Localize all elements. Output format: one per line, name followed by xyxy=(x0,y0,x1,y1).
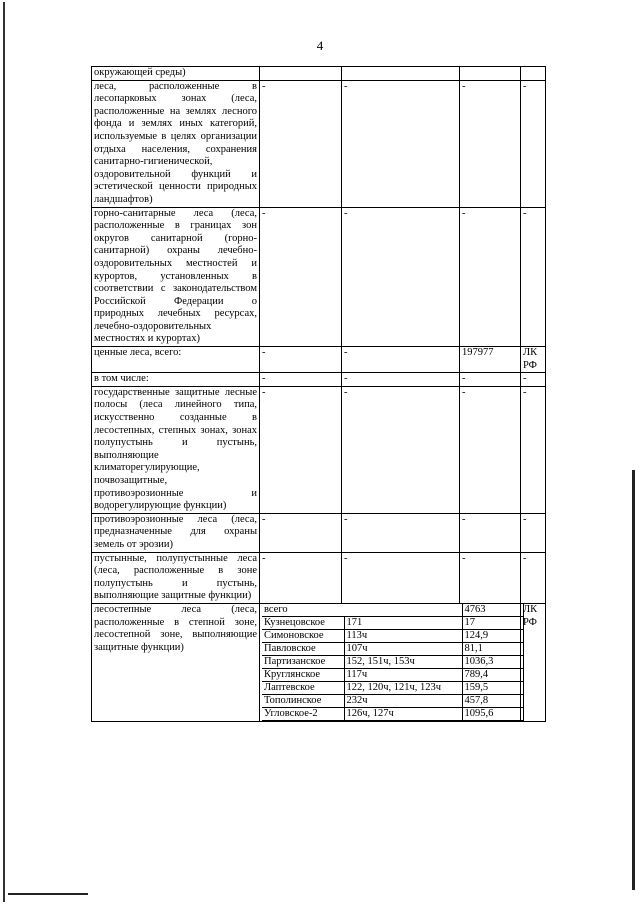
area-cell: - xyxy=(460,513,521,552)
forest-steppe-section xyxy=(92,603,546,721)
basis-cell xyxy=(521,67,546,81)
table-row xyxy=(92,552,546,603)
page-number: 4 xyxy=(316,38,324,53)
quarter-cell: - xyxy=(342,386,460,513)
basis-cell: ЛК РФ xyxy=(521,347,546,373)
district-forestry: Кузнецовское xyxy=(262,616,344,629)
area-cell: - xyxy=(460,80,521,207)
forestry-cell: - xyxy=(260,386,342,513)
quarter-cell: - xyxy=(342,80,460,207)
district-quarters: 107ч xyxy=(344,642,462,655)
category-name: в том числе: xyxy=(92,373,260,387)
district-area: 1095,6 xyxy=(462,707,523,720)
quarter-cell: - xyxy=(342,513,460,552)
district-row xyxy=(262,707,523,720)
district-forestry: Тополинское xyxy=(262,694,344,707)
forest-steppe-basis: ЛК РФ xyxy=(521,603,546,721)
scan-right-edge xyxy=(632,470,635,890)
district-quarters: 152, 151ч, 153ч xyxy=(344,655,462,668)
quarter-cell: - xyxy=(342,347,460,373)
district-quarters: 171 xyxy=(344,616,462,629)
category-name: противоэрозионные леса (леса, предназначенные для охраны земель от эрозии) xyxy=(92,513,260,552)
category-name: ценные леса, всего: xyxy=(92,347,260,373)
district-area: 124,9 xyxy=(462,629,523,642)
district-area: 457,8 xyxy=(462,694,523,707)
forest-steppe-name: лесостепные леса (леса, расположенные в степной зоне, лесостепной зоне, выполняющие защитные функции) xyxy=(92,603,260,721)
table-row xyxy=(92,207,546,347)
district-forestry: Угловское-2 xyxy=(262,707,344,720)
basis-cell: - xyxy=(521,80,546,207)
district-quarters: 113ч xyxy=(344,629,462,642)
area-cell: - xyxy=(460,386,521,513)
quarter-cell: - xyxy=(342,207,460,347)
category-name: окружающей среды) xyxy=(92,67,260,81)
district-forestry: Партизанское xyxy=(262,655,344,668)
table-row xyxy=(92,386,546,513)
district-forestry: Павловское xyxy=(262,642,344,655)
district-row xyxy=(262,629,523,642)
basis-cell: - xyxy=(521,386,546,513)
district-row xyxy=(262,694,523,707)
category-name: государственные защитные лесные полосы (леса линейного типа, искусственно созданные в лесостепных, степных зонах, зонах полупустынь и пустынь, выполняющие климаторегулирующие, почвозащитные, противоэрозионные и водорегулирующие функции) xyxy=(92,386,260,513)
basis-cell: - xyxy=(521,373,546,387)
forestry-cell: - xyxy=(260,513,342,552)
forestry-cell: - xyxy=(260,207,342,347)
district-row xyxy=(262,655,523,668)
forestry-cell: - xyxy=(260,373,342,387)
table-body xyxy=(92,67,546,604)
district-row xyxy=(262,681,523,694)
forest-steppe-breakdown xyxy=(260,603,521,721)
district-area: 159,5 xyxy=(462,681,523,694)
table-row xyxy=(92,67,546,81)
area-cell: - xyxy=(460,207,521,347)
district-quarters: 117ч xyxy=(344,668,462,681)
category-name: пустынные, полупустынные леса (леса, расположенные в зоне полупустынь и пустынь, выполняющие защитные функции) xyxy=(92,552,260,603)
forest-steppe-subtable xyxy=(262,604,524,721)
district-area: 81,1 xyxy=(462,642,523,655)
district-forestry: Симоновское xyxy=(262,629,344,642)
area-cell xyxy=(460,67,521,81)
forestry-cell: - xyxy=(260,552,342,603)
category-name: леса, расположенные в лесопарковых зонах (леса, расположенные на землях лесного фонда и землях иных категорий, используемые в целях организации отдыха населения, сохранения санитарно-гигиенической, оздоровительной функций и эстетической ценности природных ландшафтов) xyxy=(92,80,260,207)
area-cell: - xyxy=(460,373,521,387)
forest-steppe-total-label: всего xyxy=(262,604,462,617)
forest-category-table xyxy=(91,66,546,722)
district-row xyxy=(262,642,523,655)
quarter-cell: - xyxy=(342,552,460,603)
forest-steppe-total-row xyxy=(262,604,523,617)
quarter-cell xyxy=(342,67,460,81)
scan-left-edge xyxy=(3,2,5,902)
district-area: 789,4 xyxy=(462,668,523,681)
table-row xyxy=(92,513,546,552)
quarter-cell: - xyxy=(342,373,460,387)
district-area: 1036,3 xyxy=(462,655,523,668)
forest-steppe-row xyxy=(92,603,546,721)
forest-steppe-total-value: 4763 xyxy=(462,604,523,617)
district-quarters: 232ч xyxy=(344,694,462,707)
table-row xyxy=(92,80,546,207)
basis-cell: - xyxy=(521,207,546,347)
forestry-cell: - xyxy=(260,347,342,373)
basis-cell: - xyxy=(521,513,546,552)
footnote-line xyxy=(8,893,88,895)
area-cell: 197977 xyxy=(460,347,521,373)
district-row xyxy=(262,668,523,681)
basis-cell: - xyxy=(521,552,546,603)
district-forestry: Круглянское xyxy=(262,668,344,681)
forestry-cell: - xyxy=(260,80,342,207)
district-quarters: 126ч, 127ч xyxy=(344,707,462,720)
table-row xyxy=(92,373,546,387)
area-cell: - xyxy=(460,552,521,603)
table-row xyxy=(92,347,546,373)
category-name: горно-санитарные леса (леса, расположенные в границах зон округов санитарной (горно-санитарной) охраны лечебно-оздоровительных местностей и курортов, установленных в соответствии с законодательством Российской Федерации о природных лечебных ресурсах, лечебно-оздоровительных местностях и курортах) xyxy=(92,207,260,347)
district-quarters: 122, 120ч, 121ч, 123ч xyxy=(344,681,462,694)
district-row xyxy=(262,616,523,629)
district-area: 17 xyxy=(462,616,523,629)
forestry-cell xyxy=(260,67,342,81)
district-forestry: Лаптевское xyxy=(262,681,344,694)
